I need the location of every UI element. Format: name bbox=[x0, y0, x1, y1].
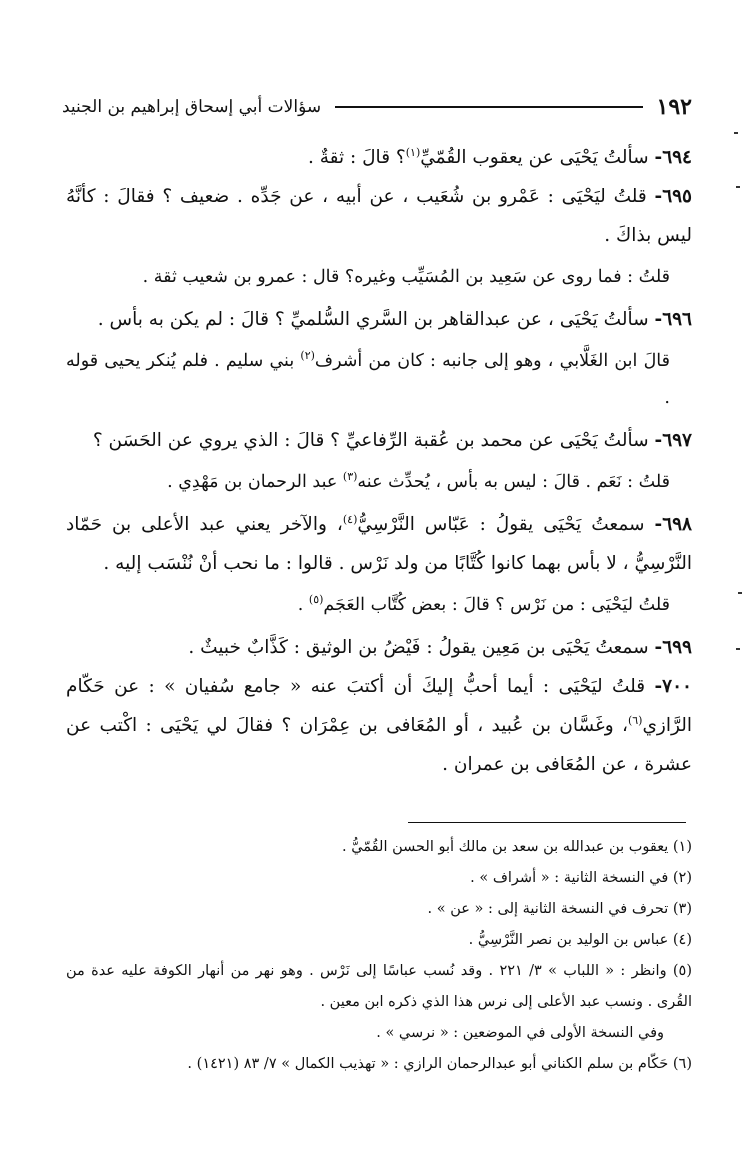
footnote-text: وانظر : « اللباب » ٣/ ٢٢١ . وقد نُسب عباسًا إلى نَرْس . وهو نهر من أنهار الكوفة عليه عدة من القُرى . ونسب عبد الأعلى إلى نرس هذا الذي ذكره ابن معين . bbox=[66, 963, 692, 1010]
scan-speck bbox=[736, 186, 740, 188]
footnote-4 bbox=[66, 925, 692, 956]
footnote-number: (١) bbox=[672, 839, 692, 855]
footnote-ref: (١) bbox=[405, 145, 421, 159]
footnote-ref: (٢) bbox=[300, 349, 315, 363]
footnote-ref: (٥) bbox=[308, 593, 324, 607]
entry-text: سألتُ يَحْيَى عن محمد بن عُقبة الرِّفاعيِّ ؟ قالَ : الذي يروي عن الحَسَن ؟ bbox=[92, 430, 649, 451]
header-rule bbox=[335, 106, 642, 108]
sub-text: قلتُ ليَحْيَى : من نَرْس ؟ قالَ : بعض كُتَّاب العَجَم bbox=[323, 595, 670, 615]
footnote-ref: (٣) bbox=[342, 470, 358, 484]
sub-text-after: عبد الرحمان بن مَهْدِي . bbox=[167, 472, 343, 492]
scan-speck bbox=[738, 592, 742, 594]
sub-text-after: . bbox=[297, 595, 309, 615]
entry-number: ٦٩٩- bbox=[654, 637, 692, 658]
entry-697 bbox=[66, 421, 692, 460]
entry-694 bbox=[66, 138, 692, 177]
entry-text-after: ، والآخر يعني عبد الأعلى بن حَمّاد النَّرْسِيُّ ، لا بأس بهما كانوا كُتَّابًا من ولد نَرْس . قالوا : ما نحب أنْ نُنْسَب إليه . bbox=[66, 514, 692, 574]
footnote-text: في النسخة الثانية : « أشراف » . bbox=[470, 870, 669, 886]
scan-speck bbox=[736, 648, 740, 650]
entry-text-after: ؟ قالَ : ثقةٌ . bbox=[307, 147, 406, 168]
entry-number: ٧٠٠- bbox=[654, 676, 692, 697]
entry-698-note bbox=[66, 587, 670, 624]
scan-speck bbox=[734, 132, 738, 134]
entry-696 bbox=[66, 300, 692, 339]
footnote-6 bbox=[66, 1049, 692, 1080]
entry-text: سألتُ يَحْيَى عن يعقوب القُمّيِّ bbox=[420, 147, 649, 168]
entry-699 bbox=[66, 628, 692, 667]
footnote-number: (٥) bbox=[672, 963, 693, 979]
sub-text: قلتُ : نَعَم . قالَ : ليس به بأس ، يُحدِّث عنه bbox=[357, 472, 670, 492]
footnote-1 bbox=[66, 832, 692, 863]
main-text bbox=[66, 138, 692, 784]
entry-text: قلتُ ليَحْيَى : عَمْرو بن شُعَيب ، عن أبيه ، عن جَدِّه . ضعيف ؟ فقالَ : كأنَّهُ ليس بذاكَ . bbox=[66, 186, 692, 246]
page-header bbox=[62, 90, 692, 124]
footnote-2 bbox=[66, 863, 692, 894]
entry-text: سمعتُ يَحْيَى يقولُ : عَبّاس النَّرْسِيُّ bbox=[357, 514, 645, 535]
footnote-separator bbox=[408, 822, 686, 823]
entry-number: ٦٩٨- bbox=[654, 514, 692, 535]
footnote-text: تحرف في النسخة الثانية إلى : « عن » . bbox=[427, 901, 669, 917]
footnote-5-extra: وفي النسخة الأولى في الموضعين : « نرسي » . bbox=[376, 1025, 664, 1041]
sub-text-after: بني سليم . فلم يُنكر يحيى قوله . bbox=[66, 351, 670, 408]
entry-695-note: قلتُ : فما روى عن سَعِيد بن المُسَيِّب وغيره؟ قال : عمرو بن شعيب ثقة . bbox=[142, 267, 670, 287]
footnotes bbox=[66, 832, 692, 1080]
footnote-5 bbox=[66, 956, 692, 1018]
entry-number: ٦٩٤- bbox=[654, 147, 692, 168]
footnote-number: (٢) bbox=[672, 870, 692, 886]
entry-697-note bbox=[66, 464, 670, 501]
footnote-text: عباس بن الوليد بن نصر النَّرْسِيُّ . bbox=[468, 932, 669, 948]
entry-number: ٦٩٧- bbox=[654, 430, 692, 451]
page-number: ١٩٢ bbox=[656, 94, 692, 120]
entry-text: سألتُ يَحْيَى ، عن عبدالقاهر بن السَّري السُّلميِّ ؟ قالَ : لم يكن به بأس . bbox=[97, 309, 649, 330]
footnote-3 bbox=[66, 894, 692, 925]
footnote-ref: (٦) bbox=[627, 713, 643, 727]
footnote-text: حَكّام بن سلم الكناني أبو عبدالرحمان الرازي : « تهذيب الكمال » ٧/ ٨٣ (١٤٢١) . bbox=[187, 1056, 669, 1072]
entry-696-note bbox=[66, 343, 670, 417]
entry-number: ٦٩٥- bbox=[654, 186, 692, 207]
footnote-number: (٣) bbox=[672, 901, 692, 917]
entry-698 bbox=[66, 505, 692, 583]
entry-text-after: ، وغَسَّان بن عُبيد ، أو المُعَافى بن عِمْرَان ؟ فقالَ لي يَحْيَى : اكْتب عن عشرة ، عن المُعَافى بن عمران . bbox=[66, 715, 692, 775]
entry-700 bbox=[66, 667, 692, 784]
footnote-text: يعقوب بن عبدالله بن سعد بن مالك أبو الحسن القُمّيُّ . bbox=[342, 839, 669, 855]
entry-number: ٦٩٦- bbox=[654, 309, 692, 330]
running-title: سؤالات أبي إسحاق إبراهيم بن الجنيد bbox=[62, 97, 322, 117]
entry-text: قلتُ ليَحْيَى : أيما أحبُّ إليكَ أن أكتبَ عنه « جامع سُفيان » : عن حَكّام الرَّازي bbox=[66, 676, 692, 736]
entry-text: سمعتُ يَحْيَى بن مَعِين يقولُ : فَيْضُ بن الوثيق : كَذَّابٌ خبيثٌ . bbox=[188, 637, 649, 658]
footnote-number: (٦) bbox=[672, 1056, 692, 1072]
sub-text: قالَ ابن الغَلَّابي ، وهو إلى جانبه : كان من أشرف bbox=[314, 351, 671, 371]
entry-695 bbox=[66, 177, 692, 255]
footnote-ref: (٤) bbox=[342, 512, 358, 526]
footnote-number: (٤) bbox=[672, 932, 692, 948]
